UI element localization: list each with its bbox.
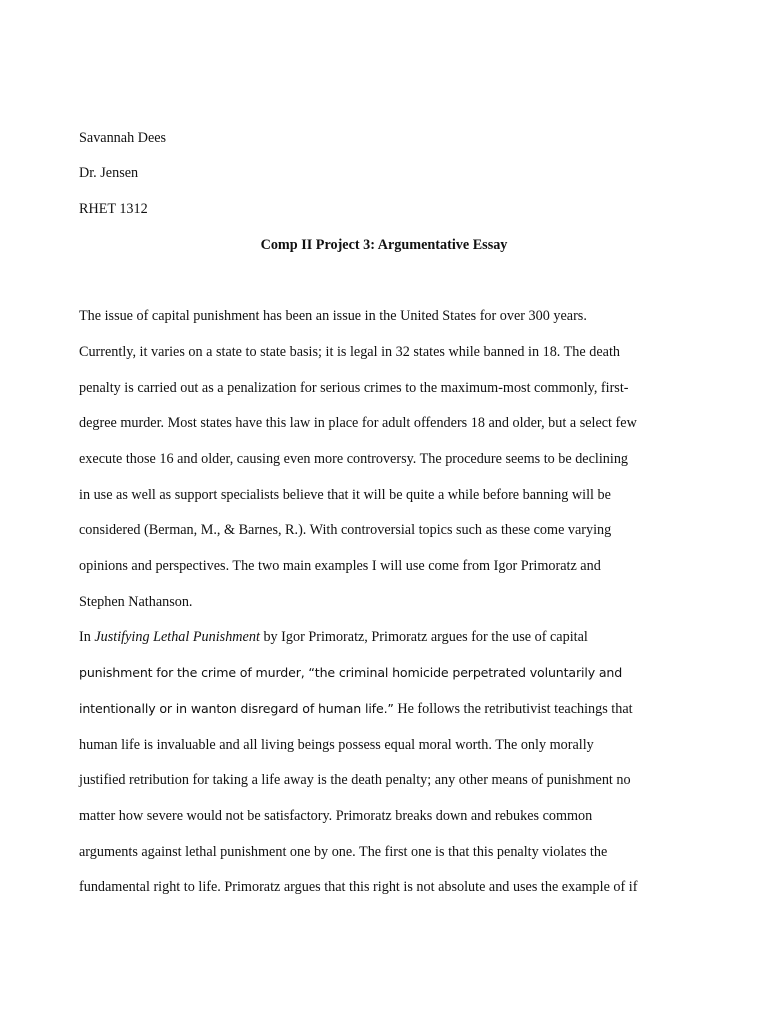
paragraph-line: Stephen Nathanson. (79, 594, 193, 610)
paragraph-line: opinions and perspectives. The two main examples I will use come from Igor Primoratz and (79, 558, 601, 574)
paragraph-line: The issue of capital punishment has been an issue in the United States for over 300 years. (79, 308, 587, 324)
paragraph-line: justified retribution for taking a life away is the death penalty; any other means of punishment no (79, 772, 631, 788)
paragraph-line: human life is invaluable and all living beings possess equal moral worth. The only morally (79, 737, 594, 753)
line-suffix: by Igor Primoratz, Primoratz argues for the use of capital (259, 629, 588, 645)
line-rest: He follows the retributivist teachings that (393, 701, 633, 717)
course-code: RHET 1312 (79, 201, 148, 217)
paragraph-line: penalty is carried out as a penalization for serious crimes to the maximum-most commonly, first- (79, 380, 629, 396)
paragraph-line (79, 700, 633, 718)
paragraph-line: execute those 16 and older, causing even more controversy. The procedure seems to be declining (79, 451, 629, 467)
author-name: Savannah Dees (79, 130, 167, 146)
instructor-name: Dr. Jensen (79, 165, 139, 181)
quoted-line: punishment for the crime of murder, “the criminal homicide perpetrated voluntarily and (79, 665, 623, 680)
paragraph-line: considered (Berman, M., & Barnes, R.). With controversial topics such as these come varying (79, 522, 612, 538)
paragraph-line: fundamental right to life. Primoratz argues that this right is not absolute and uses the example of if (79, 879, 638, 895)
paragraph-line: arguments against lethal punishment one by one. The first one is that this penalty violates the (79, 844, 608, 860)
paragraph-line: degree murder. Most states have this law in place for adult offenders 18 and older, but a select few (79, 415, 637, 431)
essay-title: Comp II Project 3: Argumentative Essay (260, 237, 508, 253)
paragraph-line: matter how severe would not be satisfactory. Primoratz breaks down and rebukes common (79, 808, 593, 824)
line-prefix: In (79, 629, 95, 645)
paragraph-line: in use as well as support specialists believe that it will be quite a while before banning will be (79, 487, 611, 503)
paragraph-line (79, 628, 588, 646)
quoted-text: intentionally or in wanton disregard of human life.” (79, 701, 394, 716)
book-title: Justifying Lethal Punishment (94, 629, 260, 645)
paragraph-line: Currently, it varies on a state to state basis; it is legal in 32 states while banned in 18. The death (79, 344, 620, 360)
